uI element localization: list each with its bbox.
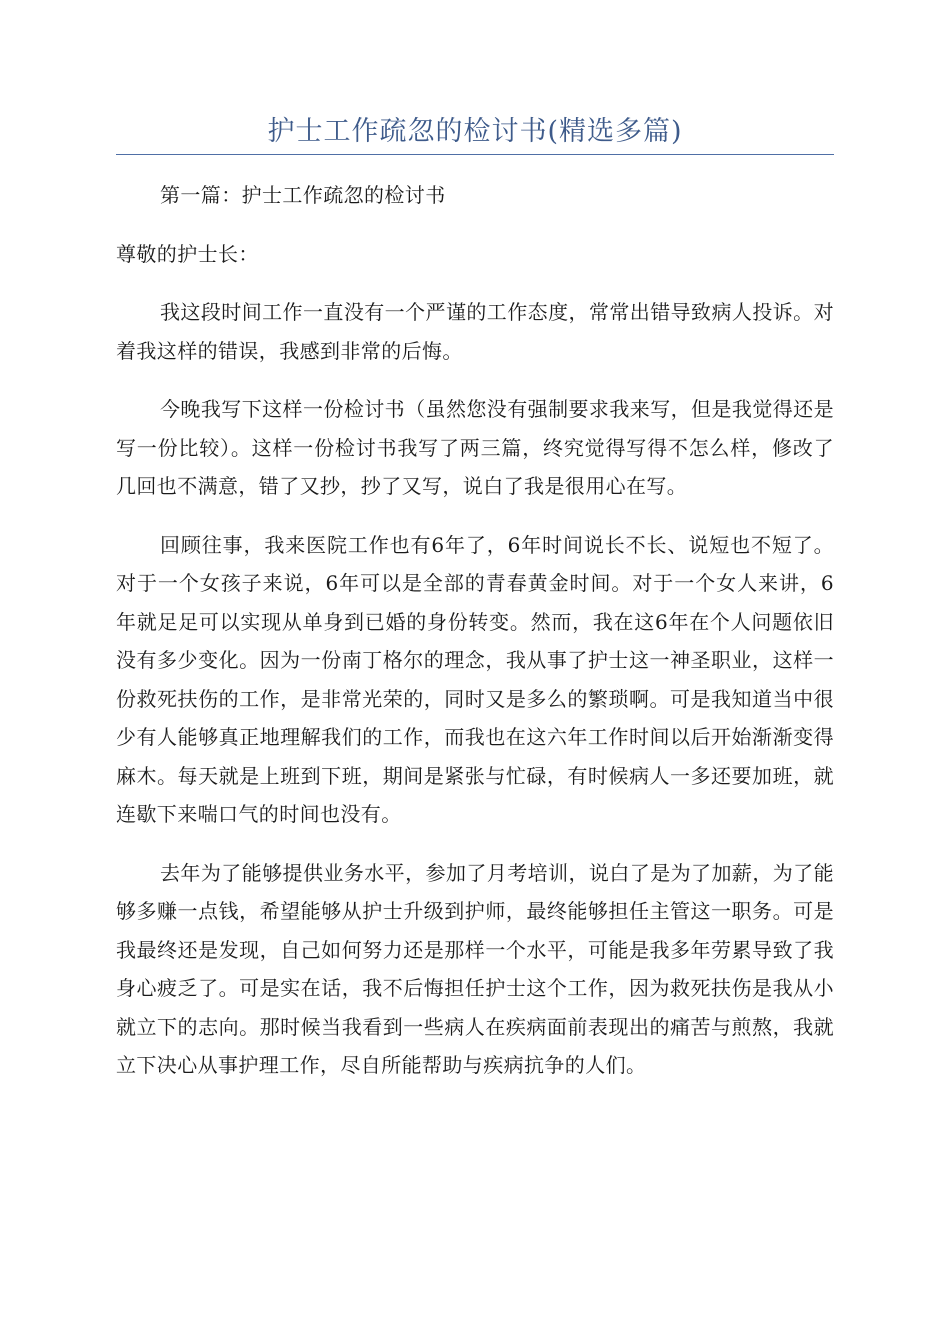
- document-title: 护士工作疏忽的检讨书(精选多篇): [267, 116, 683, 147]
- salutation: 尊敬的护士长：: [116, 241, 259, 266]
- title-underline: [116, 154, 834, 155]
- paragraph: 今晚我写下这样一份检讨书（虽然您没有强制要求我来写，但是我觉得还是写一份比较）。这样一份检讨书我写了两三篇，终究觉得写得不怎么样，修改了几回也不满意，错了又抄，抄了又写，说白了我是很用心在写。: [116, 397, 834, 498]
- section-heading: 第一篇：护士工作疏忽的检讨书: [160, 183, 446, 207]
- paragraph: 我这段时间工作一直没有一个严谨的工作态度，常常出错导致病人投诉。对着我这样的错误，我感到非常的后悔。: [116, 300, 834, 363]
- paragraph: 回顾往事，我来医院工作也有6年了，6年时间说长不长、说短也不短了。对于一个女孩子来说，6年可以是全部的青春黄金时间。对于一个女人来讲，6年就足足可以实现从单身到已婚的身份转变。然而，我在这6年在个人问题依旧没有多少变化。因为一份南丁格尔的理念，我从事了护士这一神圣职业，这样一份救死扶伤的工作，是非常光荣的，同时又是多么的繁琐啊。可是我知道当中很少有人能够真正地理解我们的工作，而我也在这六年工作时间以后开始渐渐变得麻木。每天就是上班到下班，期间是紧张与忙碌，有时候病人一多还要加班，就连歇下来喘口气的时间也没有。: [116, 532, 834, 826]
- document-body: [116, 176, 834, 1085]
- paragraph: 去年为了能够提供业务水平，参加了月考培训，说白了是为了加薪，为了能够多赚一点钱，希望能够从护士升级到护师，最终能够担任主管这一职务。可是我最终还是发现，自己如何努力还是那样一个水平，可能是我多年劳累导致了我身心疲乏了。可是实在话，我不后悔担任护士这个工作，因为救死扶伤是我从小就立下的志向。那时候当我看到一些病人在疾病面前表现出的痛苦与煎熬，我就立下决心从事护理工作，尽自所能帮助与疾病抗争的人们。: [116, 860, 834, 1077]
